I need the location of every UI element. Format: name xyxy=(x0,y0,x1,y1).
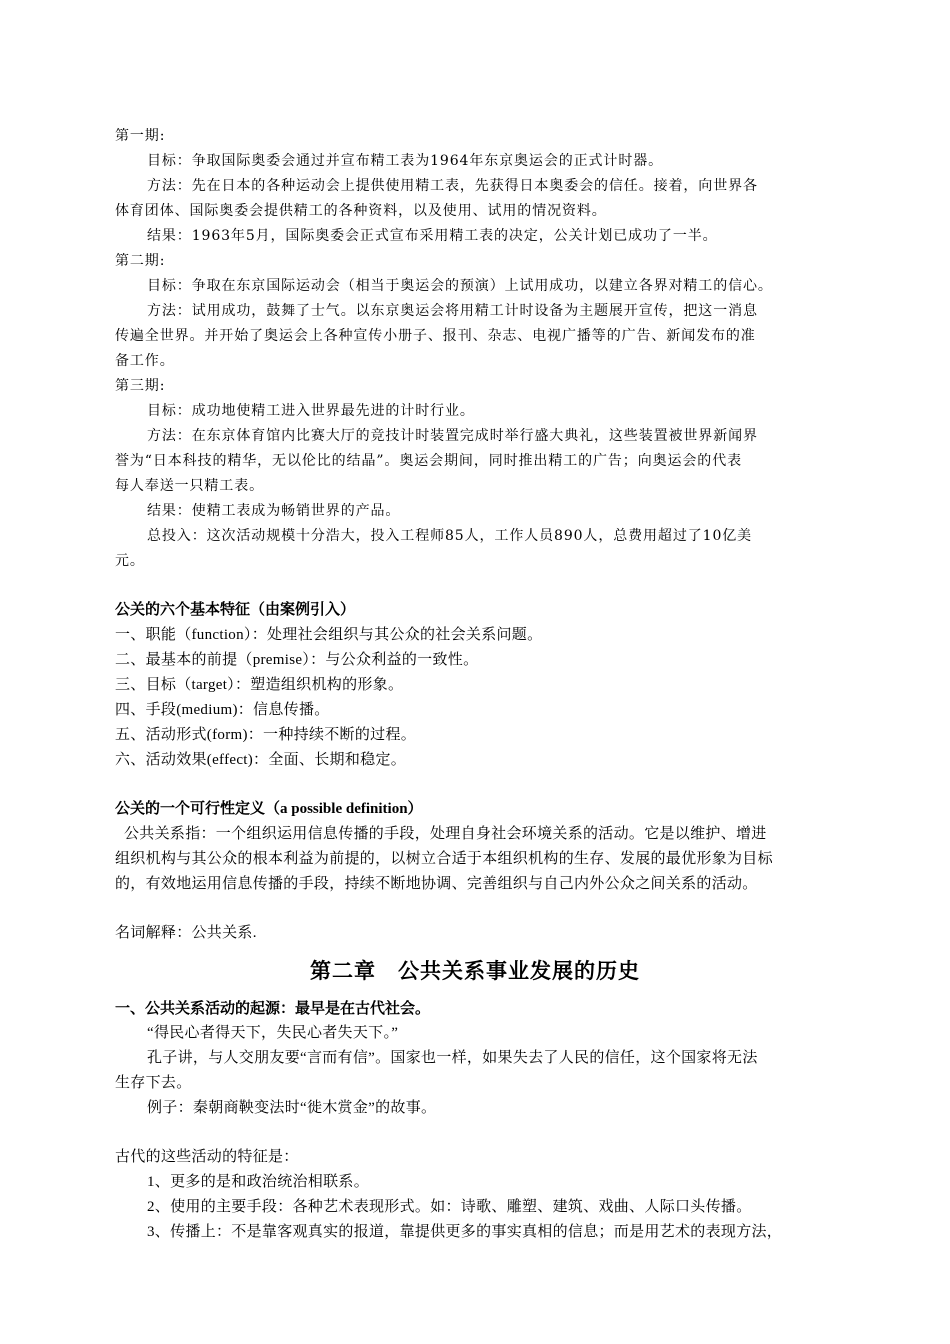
phase3-result: 结果：使精工表成为畅销世界的产品。 xyxy=(147,503,401,519)
phase1-method-line2: 体育团体、国际奥委会提供精工的各种资料，以及使用、试用的情况资料。 xyxy=(115,203,607,219)
section1-feature-item: 1、更多的是和政治统治相联系。 xyxy=(147,1174,370,1190)
section1-feature-item: 3、传播上：不是靠客观真实的报道，靠提供更多的事实真相的信息；而是用艺术的表现方法， xyxy=(147,1224,783,1240)
phase2-method-line1: 方法：试用成功，鼓舞了士气。以东京奥运会将用精工计时设备为主题展开宣传，把这一消息 xyxy=(147,303,758,319)
section1-feature-item: 2、使用的主要手段：各种艺术表现形式。如：诗歌、雕塑、建筑、戏曲、人际口头传播。 xyxy=(147,1199,752,1215)
chapter-title xyxy=(0,958,950,984)
definition-line3: 的，有效地运用信息传播的手段，持续不断地协调、完善组织与自己内外公众之间关系的活动。 xyxy=(115,876,758,892)
features-heading: 公关的六个基本特征（由案例引入） xyxy=(115,602,356,618)
feature-item: 一、职能（function）：处理社会组织与其公众的社会关系问题。 xyxy=(115,627,543,643)
section1-example: 例子：秦朝商鞅变法时“徙木赏金”的故事。 xyxy=(147,1100,437,1116)
phase2-method-line2: 传遍全世界。并开始了奥运会上各种宣传小册子、报刊、杂志、电视广播等的广告、新闻发布的准 xyxy=(115,328,756,344)
phase1-method-line1: 方法：先在日本的各种运动会上提供使用精工表，先获得日本奥委会的信任。接着，向世界各 xyxy=(147,178,758,194)
section1-features-intro: 古代的这些活动的特征是： xyxy=(115,1149,299,1165)
definition-heading: 公关的一个可行性定义（a possible definition） xyxy=(115,801,423,817)
phase3-heading: 第三期: xyxy=(115,378,166,394)
phase1-heading: 第一期: xyxy=(115,128,166,144)
phase3-method-line2: 誉为“日本科技的精华，无以伦比的结晶”。奥运会期间，同时推出精工的广告；向奥运会的代表 xyxy=(115,453,743,469)
definition-line2: 组织机构与其公众的根本利益为前提的，以树立合适于本组织机构的生存、发展的最优形象为目标 xyxy=(115,851,773,867)
phase2-method-line3: 备工作。 xyxy=(115,353,175,369)
phase1-goal: 目标：争取国际奥委会通过并宣布精工表为1964年东京奥运会的正式计时器。 xyxy=(147,153,664,169)
section1-quote: “得民心者得天下，失民心者失天下。” xyxy=(147,1025,399,1041)
feature-item: 五、活动形式(form)：一种持续不断的过程。 xyxy=(115,727,417,743)
phase2-goal: 目标：争取在东京国际运动会（相当于奥运会的预演）上试用成功，以建立各界对精工的信心。 xyxy=(147,278,773,294)
phase3-method-line3: 每人奉送一只精工表。 xyxy=(115,478,264,494)
phase3-investment-line2: 元。 xyxy=(115,553,145,569)
section1-confucius-line2: 生存下去。 xyxy=(115,1075,192,1091)
feature-item: 二、最基本的前提（premise）：与公众利益的一致性。 xyxy=(115,652,479,668)
feature-item: 四、手段(medium)：信息传播。 xyxy=(115,702,330,718)
section1-confucius-line1: 孔子讲，与人交朋友要“言而有信”。国家也一样，如果失去了人民的信任，这个国家将无法 xyxy=(147,1050,758,1066)
definition-line1: 公共关系指：一个组织运用信息传播的手段，处理自身社会环境关系的活动。它是以维护、增进 xyxy=(124,826,767,842)
phase3-goal: 目标：成功地使精工进入世界最先进的计时行业。 xyxy=(147,403,475,419)
chapter-name: 公共关系事业发展的历史 xyxy=(398,959,640,983)
phase3-investment-line1: 总投入：这次活动规模十分浩大，投入工程师85人，工作人员890人，总费用超过了10亿美 xyxy=(147,528,753,544)
phase3-method-line1: 方法：在东京体育馆内比赛大厅的竞技计时装置完成时举行盛大典礼，这些装置被世界新闻界 xyxy=(147,428,758,444)
term-explanation: 名词解释：公共关系. xyxy=(115,925,257,941)
phase2-heading: 第二期: xyxy=(115,253,166,269)
feature-item: 三、目标（target）：塑造组织机构的形象。 xyxy=(115,677,404,693)
chapter-number: 第二章 xyxy=(310,959,376,983)
section1-heading: 一、公共关系活动的起源：最早是在古代社会。 xyxy=(115,1001,431,1017)
feature-item: 六、活动效果(effect)：全面、长期和稳定。 xyxy=(115,752,407,768)
phase1-result: 结果：1963年5月，国际奥委会正式宣布采用精工表的决定，公关计划已成功了一半。 xyxy=(147,228,718,244)
